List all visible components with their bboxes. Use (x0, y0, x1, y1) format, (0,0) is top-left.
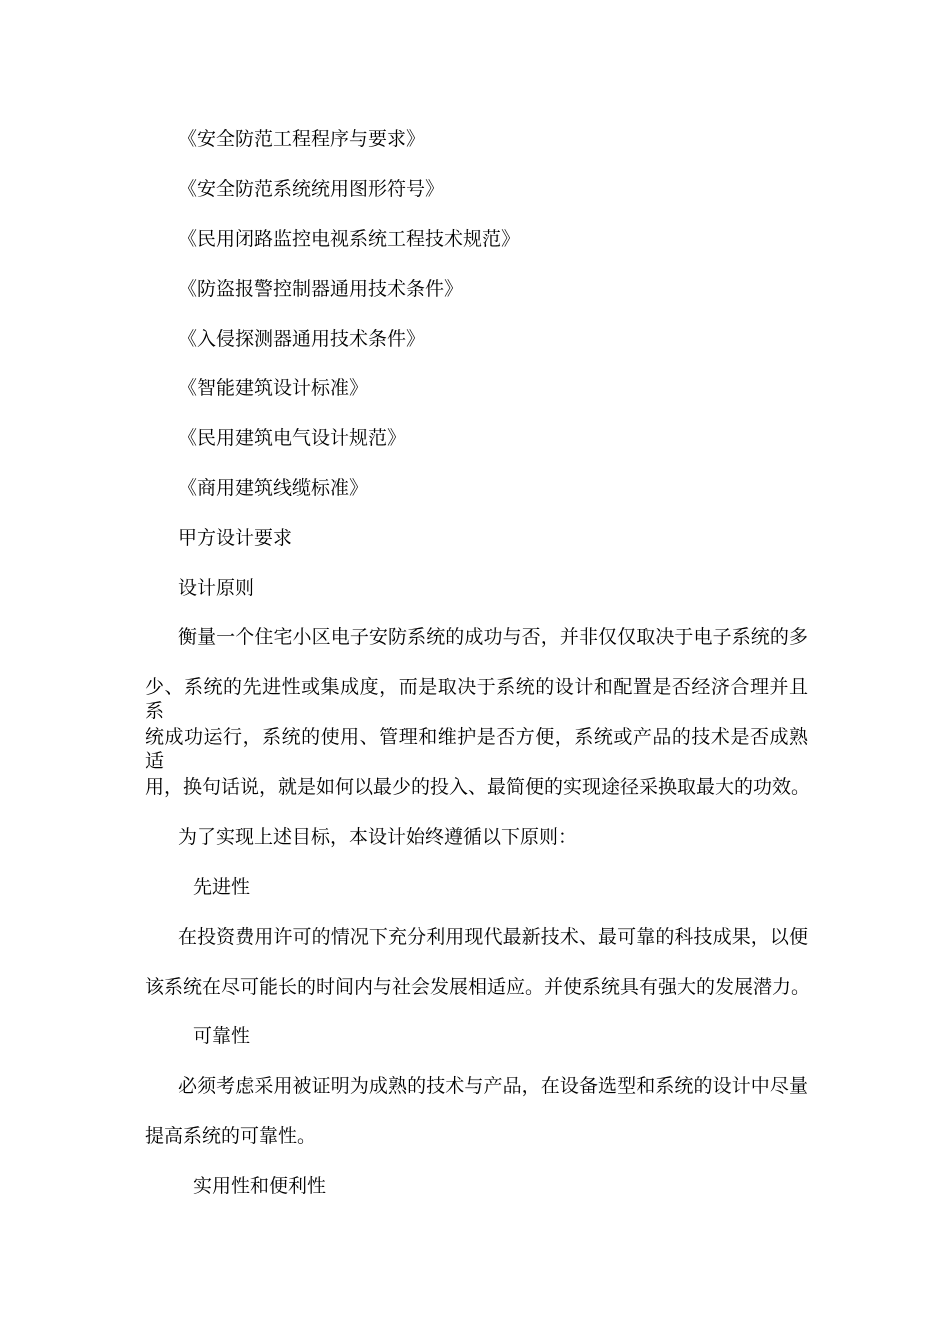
reference-item: 《民用建筑电气设计规范》 (178, 427, 407, 449)
section-heading-requirements: 甲方设计要求 (178, 527, 293, 549)
reference-item: 《防盗报警控制器通用技术条件》 (178, 278, 464, 300)
reference-item: 《智能建筑设计标准》 (178, 377, 369, 399)
paragraph-line: 用，换句话说，就是如何以最少的投入、最简便的实现途径采换取最大的功效。 (145, 776, 811, 798)
paragraph-line: 在投资费用许可的情况下充分利用现代最新技术、最可靠的科技成果，以便 (178, 926, 808, 948)
principle-title: 可靠性 (193, 1025, 251, 1047)
paragraph-line: 衡量一个住宅小区电子安防系统的成功与否，并非仅仅取决于电子系统的多 (178, 626, 808, 648)
reference-item: 《民用闭路监控电视系统工程技术规范》 (178, 228, 521, 250)
paragraph-line: 统成功运行，系统的使用、管理和维护是否方便，系统或产品的技术是否成熟适 (145, 726, 808, 772)
reference-item: 《入侵探测器通用技术条件》 (178, 328, 426, 350)
paragraph-line: 少、系统的先进性或集成度，而是取决于系统的设计和配置是否经济合理并且系 (145, 676, 808, 722)
paragraph-line: 必须考虑采用被证明为成熟的技术与产品，在设备选型和系统的设计中尽量 (178, 1075, 808, 1097)
paragraph-line: 提高系统的可靠性。 (145, 1125, 317, 1147)
reference-item: 《商用建筑线缆标准》 (178, 477, 369, 499)
section-heading-principles: 设计原则 (178, 577, 255, 599)
principle-title: 先进性 (193, 876, 251, 898)
principle-title: 实用性和便利性 (193, 1175, 327, 1197)
reference-item: 《安全防范工程程序与要求》 (178, 128, 426, 150)
paragraph-goal: 为了实现上述目标，本设计始终遵循以下原则： (178, 826, 578, 848)
reference-item: 《安全防范系统统用图形符号》 (178, 178, 445, 200)
paragraph-line: 该系统在尽可能长的时间内与社会发展相适应。并使系统具有强大的发展潜力。 (145, 976, 811, 998)
